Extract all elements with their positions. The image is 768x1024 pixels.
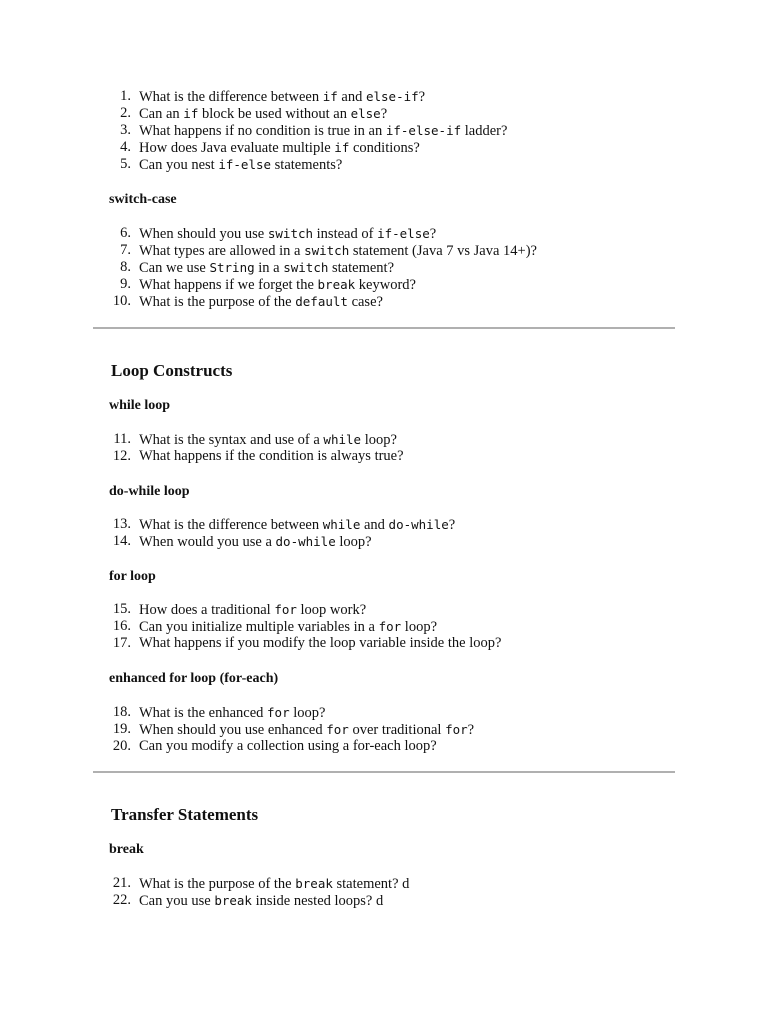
text-run: statement (Java 7 vs Java 14+)? <box>349 243 537 259</box>
inline-code: switch <box>267 226 314 241</box>
do-while-loop-heading: do-while loop <box>109 484 190 499</box>
question-number: 9. <box>120 276 131 292</box>
text-run: Can you modify a collection using a for-each loop? <box>139 738 437 754</box>
text-run: Can we use <box>139 260 210 276</box>
inline-code: break <box>295 876 333 891</box>
question-text <box>139 431 397 449</box>
question-number: 14. <box>112 533 131 549</box>
text-run: and <box>337 89 366 105</box>
question-number: 21. <box>112 875 131 891</box>
question-number: 17. <box>112 635 131 651</box>
break-heading: break <box>109 842 144 857</box>
inline-code: for <box>445 722 468 737</box>
text-run: loop? <box>289 705 326 721</box>
question-text <box>139 88 425 106</box>
question-text <box>139 892 383 910</box>
loop-constructs-title: Loop Constructs <box>111 361 233 380</box>
text-run: Can you use <box>139 893 215 909</box>
inline-code: if-else-if <box>385 123 462 138</box>
section-divider <box>93 771 675 773</box>
inline-code: else <box>350 106 381 121</box>
text-run: inside nested loops? d <box>251 893 384 909</box>
text-run: over traditional <box>348 722 446 738</box>
question-number: 12. <box>112 448 131 464</box>
inline-code: switch <box>283 260 329 275</box>
text-run: instead of <box>313 226 378 242</box>
text-run: block be used without an <box>198 106 351 122</box>
while-loop-heading: while loop <box>109 398 171 413</box>
question-number: 20. <box>112 738 131 754</box>
inline-code: for <box>326 722 349 737</box>
question-text <box>139 533 372 551</box>
question-text <box>139 516 455 534</box>
question-text <box>139 704 325 722</box>
inline-code: switch <box>304 243 350 258</box>
inline-code: do-while <box>275 534 336 549</box>
question-text <box>139 635 501 652</box>
question-number: 15. <box>112 601 131 617</box>
inline-code: for <box>274 602 297 617</box>
inline-code: if-else <box>377 226 430 241</box>
inline-code: for <box>378 619 402 634</box>
question-text <box>139 293 383 311</box>
question-number: 4. <box>120 139 131 155</box>
question-number: 16. <box>112 618 131 634</box>
text-run: What is the syntax and use of a <box>139 432 324 448</box>
inline-code: while <box>323 432 362 447</box>
text-run: loop? <box>401 619 438 635</box>
switch-case-heading: switch-case <box>109 192 177 207</box>
text-run: case? <box>347 294 383 310</box>
text-run: keyword? <box>355 277 416 293</box>
question-number: 10. <box>112 293 131 309</box>
text-run: When should you use enhanced <box>139 722 327 738</box>
inline-code: if-else <box>218 157 272 172</box>
question-number: 1. <box>120 88 131 104</box>
section-divider <box>93 327 675 329</box>
text-run: ? <box>418 89 426 105</box>
inline-code: default <box>295 294 348 309</box>
text-run: and <box>360 517 389 533</box>
text-run: ? <box>448 517 456 533</box>
text-run: ladder? <box>461 123 508 139</box>
text-run: What is the purpose of the <box>139 294 296 310</box>
question-number: 19. <box>112 721 131 737</box>
inline-code: else-if <box>365 89 419 104</box>
question-text <box>139 601 366 619</box>
text-run: When should you use <box>139 226 268 242</box>
text-run: Can an <box>139 106 184 122</box>
text-run: What is the purpose of the <box>139 876 296 892</box>
text-run: conditions? <box>349 140 420 156</box>
text-run: What is the difference between <box>139 517 323 533</box>
question-text <box>139 139 420 157</box>
question-number: 7. <box>120 242 131 258</box>
text-run: When would you use a <box>139 534 276 550</box>
text-run: statement? d <box>332 876 410 892</box>
text-run: loop work? <box>296 602 367 618</box>
text-run: Can you initialize multiple variables in a <box>139 619 379 635</box>
inline-code: break <box>317 277 356 292</box>
question-text <box>139 276 416 294</box>
text-run: What is the difference between <box>139 89 323 105</box>
question-text <box>139 122 507 140</box>
enhanced-for-loop-heading: enhanced for loop (for-each) <box>109 671 279 686</box>
question-text <box>139 721 474 739</box>
question-number: 22. <box>112 892 131 908</box>
text-run: loop? <box>335 534 372 550</box>
question-text <box>139 738 437 755</box>
text-run: What happens if no condition is true in an <box>139 123 386 139</box>
question-number: 2. <box>120 105 131 121</box>
text-run: Can you nest <box>139 157 219 173</box>
question-number: 18. <box>112 704 131 720</box>
question-number: 8. <box>120 259 131 275</box>
inline-code: break <box>214 893 252 908</box>
text-run: ? <box>380 106 388 122</box>
text-run: ? <box>429 226 437 242</box>
text-run: What types are allowed in a <box>139 243 305 259</box>
text-run: What happens if we forget the <box>139 277 318 293</box>
inline-code: for <box>267 705 290 720</box>
text-run: What is the enhanced <box>139 705 268 721</box>
question-text <box>139 448 404 465</box>
text-run: in a <box>254 260 284 276</box>
question-number: 5. <box>120 156 131 172</box>
text-run: What happens if the condition is always true? <box>139 448 404 464</box>
question-text <box>139 259 394 277</box>
question-number: 6. <box>120 225 131 241</box>
text-run: statement? <box>328 260 395 276</box>
text-run: How does Java evaluate multiple <box>139 140 335 156</box>
inline-code: if <box>322 89 338 104</box>
inline-code: if <box>334 140 350 155</box>
for-loop-heading: for loop <box>109 569 156 584</box>
inline-code: if <box>183 106 199 121</box>
question-number: 3. <box>120 122 131 138</box>
text-run: How does a traditional <box>139 602 275 618</box>
text-run: statements? <box>271 157 343 173</box>
question-number: 11. <box>113 431 131 447</box>
question-text <box>139 105 387 123</box>
text-run: loop? <box>361 432 397 448</box>
question-text <box>139 242 537 260</box>
question-text <box>139 225 436 243</box>
text-run: ? <box>467 722 475 738</box>
question-text <box>139 618 437 636</box>
question-number: 13. <box>112 516 131 532</box>
inline-code: do-while <box>388 517 449 532</box>
transfer-statements-title: Transfer Statements <box>111 805 259 824</box>
inline-code: while <box>322 517 361 532</box>
inline-code: String <box>209 260 255 275</box>
question-text <box>139 156 342 174</box>
text-run: What happens if you modify the loop variable inside the loop? <box>139 635 502 651</box>
question-text <box>139 875 409 893</box>
